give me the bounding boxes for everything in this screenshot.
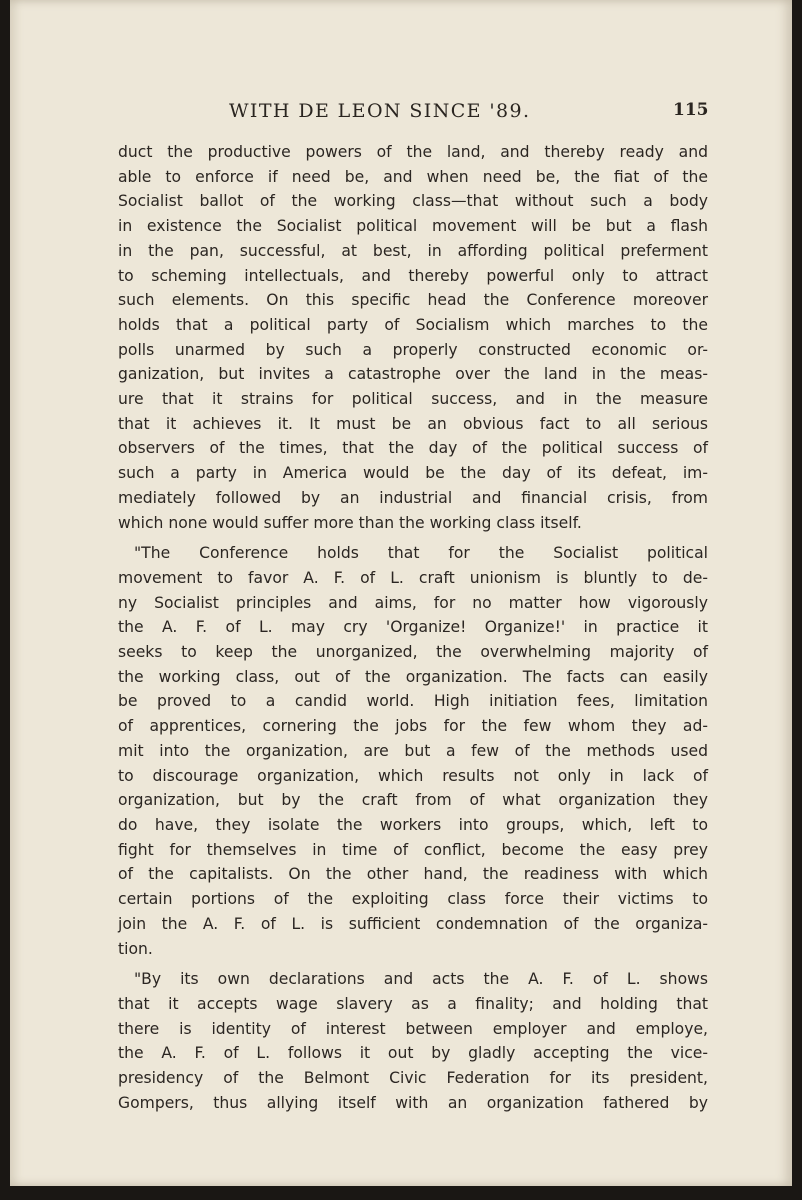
text-line: holds that a political party of Socialism which marches to the — [118, 315, 708, 334]
text-line: be proved to a candid world. High initiation fees, limitation — [118, 692, 708, 711]
text-line: ny Socialist principles and aims, for no matter how vigorously — [118, 593, 708, 612]
text-line: mit into the organization, are but a few of the methods used — [118, 741, 708, 760]
text-line: presidency of the Belmont Civic Federation for its president, — [118, 1069, 708, 1088]
paragraph-3 — [118, 967, 708, 1115]
paragraph-2 — [118, 541, 708, 961]
text-line: the working class, out of the organization. The facts can easily — [118, 667, 708, 686]
text-line: in existence the Socialist political movement will be but a flash — [118, 217, 708, 236]
text-line: Gompers, thus allying itself with an organization fathered by — [118, 1093, 708, 1112]
text-line: mediately followed by an industrial and financial crisis, from — [118, 488, 708, 507]
text-line: movement to favor A. F. of L. craft unionism is bluntly to de- — [118, 568, 708, 587]
text-line: that it accepts wage slavery as a finality; and holding that — [118, 994, 708, 1013]
page-header — [10, 100, 792, 126]
text-line: of the capitalists. On the other hand, the readiness with which — [118, 865, 708, 884]
text-line: to discourage organization, which results not only in lack of — [118, 766, 708, 785]
text-line-indented: "The Conference holds that for the Socialist political — [134, 544, 708, 563]
text-line: able to enforce if need be, and when need be, the fiat of the — [118, 167, 708, 186]
text-line: polls unarmed by such a properly constructed economic or- — [118, 340, 708, 359]
page-number: 115 — [673, 100, 709, 120]
text-line: such elements. On this specific head the Conference moreover — [118, 291, 708, 310]
running-title: WITH DE LEON SINCE '89. — [229, 100, 531, 122]
page-sheet — [10, 0, 792, 1186]
text-line-last: tion. — [118, 939, 153, 958]
text-line: the A. F. of L. follows it out by gladly accepting the vice- — [118, 1044, 708, 1063]
text-line: certain portions of the exploiting class force their victims to — [118, 890, 708, 909]
text-line: Socialist ballot of the working class—that without such a body — [118, 192, 708, 211]
paragraph-1 — [118, 140, 708, 535]
text-line: there is identity of interest between employer and employe, — [118, 1019, 708, 1038]
text-line: fight for themselves in time of conflict, become the easy prey — [118, 840, 708, 859]
text-line: that it achieves it. It must be an obvious fact to all serious — [118, 414, 708, 433]
text-line: duct the productive powers of the land, and thereby ready and — [118, 143, 708, 161]
text-line-indented: "By its own declarations and acts the A. F. of L. shows — [134, 970, 708, 989]
text-line: in the pan, successful, at best, in affording political preferment — [118, 241, 708, 260]
text-line: ure that it strains for political success, and in the measure — [118, 390, 708, 409]
text-line: such a party in America would be the day of its defeat, im- — [118, 464, 708, 483]
text-line: organization, but by the craft from of what organization they — [118, 791, 708, 810]
text-line: do have, they isolate the workers into groups, which, left to — [118, 815, 708, 834]
body-text — [118, 140, 708, 1115]
text-line: ganization, but invites a catastrophe over the land in the meas- — [118, 365, 708, 384]
text-line: the A. F. of L. may cry 'Organize! Organize!' in practice it — [118, 618, 708, 637]
text-line-last: which none would suffer more than the working class itself. — [118, 513, 582, 532]
text-line: join the A. F. of L. is sufficient condemnation of the organiza- — [118, 914, 708, 933]
text-line: to scheming intellectuals, and thereby powerful only to attract — [118, 266, 708, 285]
text-line: of apprentices, cornering the jobs for the few whom they ad- — [118, 717, 708, 736]
text-line: observers of the times, that the day of the political success of — [118, 439, 708, 458]
text-line: seeks to keep the unorganized, the overwhelming majority of — [118, 643, 708, 662]
